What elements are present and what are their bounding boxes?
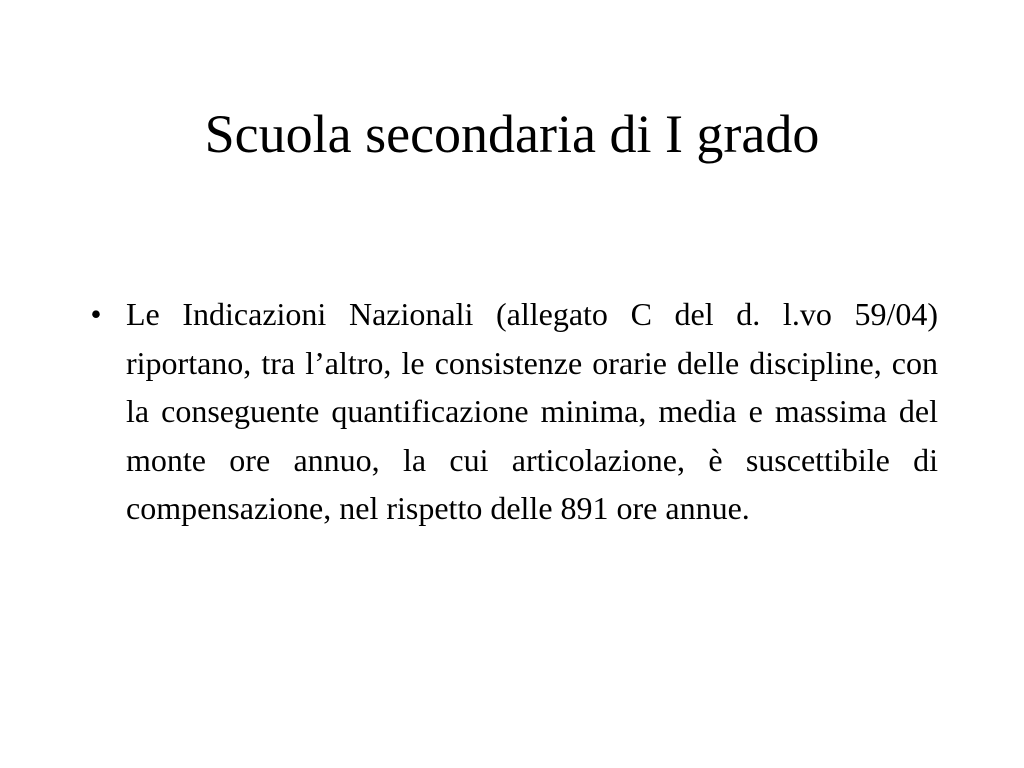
list-item	[84, 290, 938, 533]
slide-title: Scuola secondaria di I grado	[204, 104, 820, 164]
bullet-text: Le Indicazioni Nazionali (allegato C del d. l.vo 59/04) riportano, tra l’altro, le consistenze orarie delle discipline, con la conseguente quantificazione minima, media e massima del monte ore annuo, la cui articolazione, è suscettibile di compensazione, nel rispetto delle 891 ore annue.	[126, 296, 938, 526]
bullet-icon: •	[90, 296, 102, 332]
bullet-list	[84, 290, 938, 533]
